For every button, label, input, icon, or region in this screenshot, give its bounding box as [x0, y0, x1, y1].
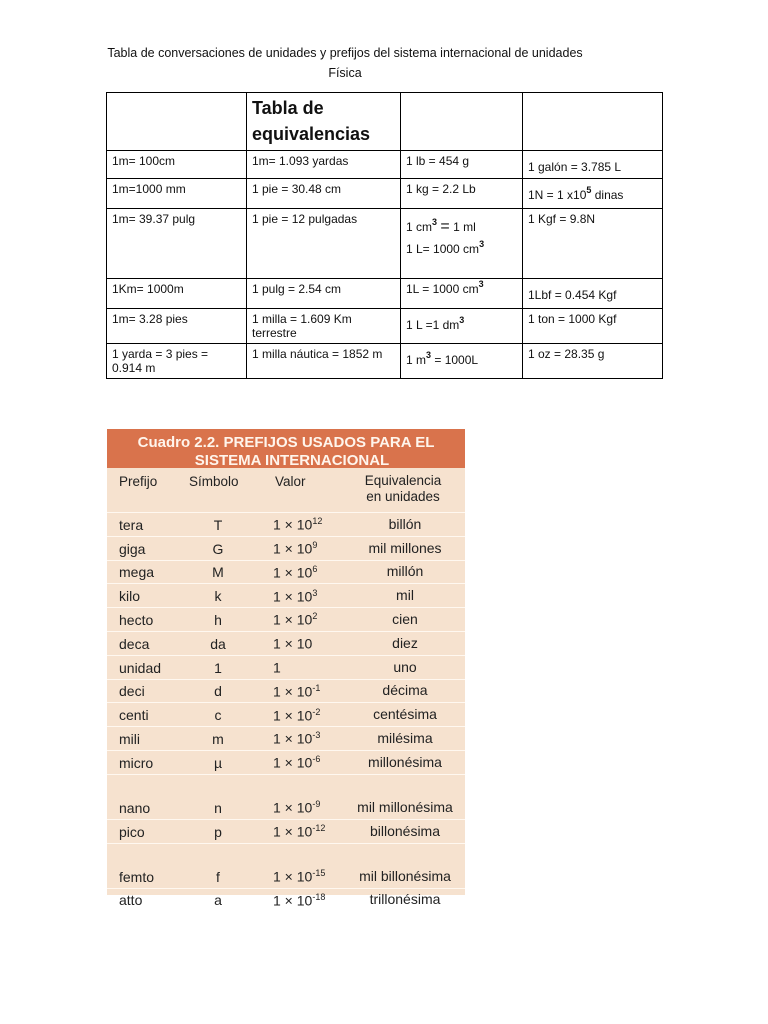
prefix-value [273, 892, 325, 909]
prefix-name: tera [119, 516, 144, 533]
value-base: 1 × 10 [273, 564, 313, 581]
value-base: 1 × 10 [273, 799, 313, 816]
prefixes-table-image [107, 429, 465, 909]
table-row [107, 279, 663, 309]
prefix-name: atto [119, 892, 143, 909]
cell-text: 1N = 1 x10 [528, 188, 587, 202]
prefix-equivalence: mil [396, 587, 414, 604]
prefixes-rows [107, 512, 465, 911]
value-base: 1 × 10 [273, 683, 313, 700]
value-exponent: -15 [312, 867, 326, 878]
document-title: Tabla de conversaciones de unidades y prefijos del sistema internacional de unidades [107, 46, 583, 60]
prefix-value [273, 868, 325, 885]
prefixes-title [107, 429, 465, 468]
column-header-valor: Valor [275, 474, 306, 489]
exponent: 3 [432, 217, 438, 227]
prefix-equivalence: diez [392, 634, 418, 651]
cell-text: 1 m [406, 353, 427, 367]
prefix-equivalence: millón [386, 563, 424, 580]
value-exponent: 9 [312, 539, 318, 550]
prefix-value [273, 611, 317, 628]
cell-text: 1 L= 1000 cm [406, 242, 480, 256]
table-cell: 1 pie = 30.48 cm [247, 179, 401, 209]
equals-sign: = [440, 218, 450, 235]
prefix-value [273, 659, 281, 676]
prefix-name: mili [119, 730, 140, 747]
value-base: 1 × 10 [273, 635, 313, 652]
value-exponent: -2 [312, 706, 321, 717]
prefix-value [273, 683, 320, 700]
prefix-equivalence: billón [388, 515, 422, 532]
table-cell [401, 209, 523, 279]
table-cell [401, 93, 523, 151]
table-row [107, 344, 663, 379]
exponent: 3 [478, 279, 484, 289]
value-exponent: -9 [312, 799, 321, 810]
table-row [107, 607, 465, 631]
table-row [107, 560, 465, 584]
table-row [107, 774, 465, 819]
value-base: 1 × 10 [273, 540, 313, 557]
prefix-symbol: c [214, 707, 222, 724]
value-base: 1 × 10 [273, 611, 313, 628]
prefix-name: kilo [119, 588, 141, 605]
prefix-symbol: G [212, 540, 224, 557]
prefix-symbol: h [214, 611, 222, 628]
prefix-name: deci [119, 683, 145, 700]
cell-text: 1 L =1 dm [406, 318, 460, 332]
cell-text: 1L = 1000 cm [406, 282, 479, 296]
prefix-equivalence: cien [392, 610, 418, 627]
value-base: 1 × 10 [273, 823, 313, 840]
value-base: 1 × 10 [273, 730, 313, 747]
table-cell: 1m= 1.093 yardas [247, 151, 401, 179]
table-cell [401, 279, 523, 309]
value-exponent: 3 [312, 587, 318, 598]
prefix-symbol: p [214, 823, 222, 840]
prefix-value [273, 516, 322, 533]
prefix-equivalence: décima [382, 682, 428, 699]
table-cell: 1 lb = 454 g [401, 151, 523, 179]
prefix-symbol: k [214, 588, 222, 605]
prefix-symbol: d [214, 683, 222, 700]
prefix-name: femto [119, 868, 155, 885]
table-cell: 1 Kgf = 9.8N [523, 209, 663, 279]
table-cell: 1 yarda = 3 pies = 0.914 m [107, 344, 247, 379]
prefix-value [273, 540, 317, 557]
value-exponent: -18 [312, 891, 326, 902]
prefix-symbol: µ [213, 754, 223, 771]
table-row [107, 888, 465, 912]
table-cell [523, 151, 663, 179]
prefix-value [273, 635, 312, 652]
prefix-name: pico [119, 823, 145, 840]
prefix-equivalence: mil millones [368, 539, 442, 556]
cell-text: dinas [591, 188, 624, 202]
table-cell [107, 93, 247, 151]
prefix-name: unidad [119, 659, 162, 676]
value-base: 1 × 10 [273, 516, 313, 533]
exponent: 5 [586, 185, 592, 195]
cell-text: 1Lbf = 0.454 Kgf [528, 288, 617, 302]
prefix-equivalence: mil millonésima [357, 798, 453, 815]
exponent: 3 [459, 315, 465, 325]
prefix-value [273, 799, 320, 816]
table-row [107, 819, 465, 843]
cell-text: = 1000L [431, 353, 479, 367]
value-exponent: 6 [312, 563, 318, 574]
table-row [107, 750, 465, 774]
prefix-equivalence: centésima [373, 706, 437, 723]
prefix-equivalence: uno [393, 658, 417, 675]
table-row [107, 843, 465, 888]
prefix-value [273, 754, 320, 771]
table-row [107, 679, 465, 703]
table-row [107, 309, 663, 344]
prefix-equivalence: milésima [377, 729, 433, 746]
prefix-value [273, 823, 325, 840]
table-header: Tabla de equivalencias [247, 93, 401, 151]
table-cell: 1 milla náutica = 1852 m [247, 344, 401, 379]
prefix-symbol: m [212, 730, 224, 747]
table-row [107, 151, 663, 179]
value-exponent: -3 [312, 730, 321, 741]
prefix-name: micro [119, 754, 154, 771]
prefix-symbol: n [214, 799, 222, 816]
column-header-simbolo: Símbolo [189, 474, 239, 489]
prefixes-title-line1: Cuadro 2.2. PREFIJOS USADOS PARA EL [137, 434, 435, 451]
table-row [107, 726, 465, 750]
prefix-name: centi [119, 707, 149, 724]
prefix-equivalence: millonésima [368, 753, 442, 770]
table-row [107, 655, 465, 679]
table-row [107, 536, 465, 560]
value-base: 1 × 10 [273, 892, 313, 909]
cell-text: 1 ml [453, 220, 476, 234]
prefixes-column-headers [107, 468, 465, 512]
value-exponent: 12 [312, 516, 323, 527]
table-cell: 1m=1000 mm [107, 179, 247, 209]
prefix-symbol: a [214, 892, 222, 909]
table-cell: 1 pie = 12 pulgadas [247, 209, 401, 279]
table-cell: 1m= 3.28 pies [107, 309, 247, 344]
prefix-symbol: M [212, 564, 224, 581]
table-cell [523, 279, 663, 309]
table-row [107, 631, 465, 655]
cell-text: 1 galón = 3.785 L [528, 160, 622, 174]
prefix-name: hecto [119, 611, 154, 628]
prefix-name: deca [119, 635, 150, 652]
table-row [107, 702, 465, 726]
table-row [107, 209, 663, 279]
column-header-equivalencia: Equivalencia en unidades [364, 473, 442, 504]
document-subtitle: Física [328, 66, 362, 80]
value-exponent: 2 [312, 611, 318, 622]
cell-text: 1 cm [406, 220, 433, 234]
table-cell: 1m= 100cm [107, 151, 247, 179]
prefix-value [273, 707, 320, 724]
column-header-prefijo: Prefijo [119, 474, 158, 489]
table-cell: 1 ton = 1000 Kgf [523, 309, 663, 344]
table-cell: 1Km= 1000m [107, 279, 247, 309]
prefix-name: giga [119, 540, 146, 557]
table-row [107, 179, 663, 209]
table-cell [401, 309, 523, 344]
value-base: 1 × 10 [273, 707, 313, 724]
prefix-symbol: da [210, 635, 226, 652]
table-cell [401, 344, 523, 379]
prefix-symbol: f [216, 868, 220, 885]
prefix-value [273, 588, 317, 605]
value-exponent: -6 [312, 754, 321, 765]
prefix-name: mega [119, 564, 155, 581]
prefix-value [273, 564, 317, 581]
table-cell: 1 pulg = 2.54 cm [247, 279, 401, 309]
prefix-equivalence: mil billonésima [359, 867, 451, 884]
prefix-equivalence: trillonésima [369, 891, 441, 908]
prefix-symbol: T [213, 516, 223, 533]
exponent: 3 [479, 239, 485, 249]
value-base: 1 × 10 [273, 754, 313, 771]
value-base: 1 × 10 [273, 868, 313, 885]
prefix-equivalence: billonésima [369, 822, 441, 839]
table-cell [523, 179, 663, 209]
exponent: 3 [426, 350, 432, 360]
table-cell: 1 kg = 2.2 Lb [401, 179, 523, 209]
value-base: 1 × 10 [273, 588, 313, 605]
table-cell: 1m= 39.37 pulg [107, 209, 247, 279]
equivalences-table [106, 92, 663, 379]
prefix-name: nano [119, 799, 151, 816]
value-base: 1 [273, 659, 281, 676]
value-exponent: -12 [312, 822, 326, 833]
prefix-symbol: 1 [214, 659, 222, 676]
table-row [107, 512, 465, 536]
prefix-value [273, 730, 320, 747]
table-row [107, 583, 465, 607]
value-exponent: -1 [312, 682, 321, 693]
prefixes-title-line2: SISTEMA INTERNACIONAL [194, 452, 390, 469]
table-cell: 1 oz = 28.35 g [523, 344, 663, 379]
table-cell: 1 milla = 1.609 Km terrestre [247, 309, 401, 344]
table-cell [523, 93, 663, 151]
